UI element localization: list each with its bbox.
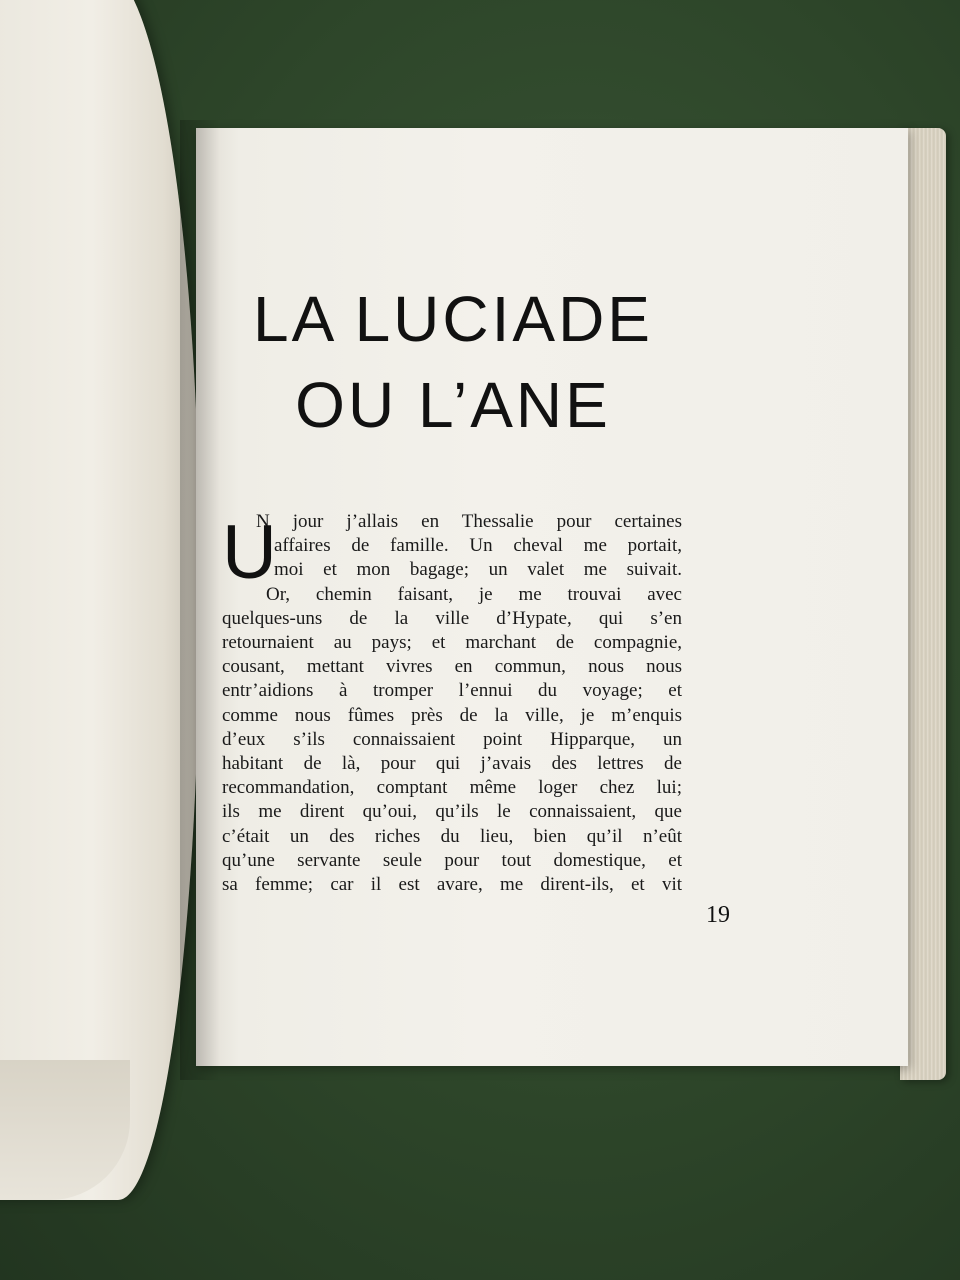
text-line: d’eux s’ils connaissaient point Hipparque, un xyxy=(222,728,682,750)
chapter-title-line-1: LA LUCIADE xyxy=(253,283,653,355)
text-line: Or, chemin faisant, je me trouvai avec xyxy=(266,583,682,605)
text-line: sa femme; car il est avare, me dirent-ils, et vit xyxy=(222,874,682,896)
page-number: 19 xyxy=(706,902,730,928)
text-line: N jour j’allais en Thessalie pour certaines xyxy=(256,511,682,532)
text-line: c’était un des riches du lieu, bien qu’il n’eût xyxy=(222,825,682,847)
text-line: comme nous fûmes près de la ville, je m’enquis xyxy=(222,704,682,726)
text-line: habitant de là, pour qui j’avais des lettres de xyxy=(222,753,682,775)
chapter-title xyxy=(218,276,688,448)
body-text xyxy=(222,510,682,897)
chapter-title-line-2: OU L’ANE xyxy=(295,369,611,441)
text-line: retournaient au pays; et marchant de compagnie, xyxy=(222,632,682,654)
left-page xyxy=(0,0,200,1200)
text-line: entr’aidions à tromper l’ennui du voyage; et xyxy=(222,680,682,702)
gutter-shadow xyxy=(180,120,220,1080)
drop-cap: U xyxy=(222,510,277,595)
text-line: cousant, mettant vivres en commun, nous nous xyxy=(222,656,682,678)
text-line: ils me dirent qu’oui, qu’ils le connaissaient, que xyxy=(222,801,682,823)
text-line: quelques-uns de la ville d’Hypate, qui s’en xyxy=(222,607,682,629)
text-line: qu’une servante seule pour tout domestique, et xyxy=(222,849,682,871)
text-line: affaires de famille. Un cheval me portait, xyxy=(274,535,682,557)
text-line: moi et mon bagage; un valet me suivait. xyxy=(274,559,682,581)
text-line: recommandation, comptant même loger chez lui; xyxy=(222,777,682,799)
